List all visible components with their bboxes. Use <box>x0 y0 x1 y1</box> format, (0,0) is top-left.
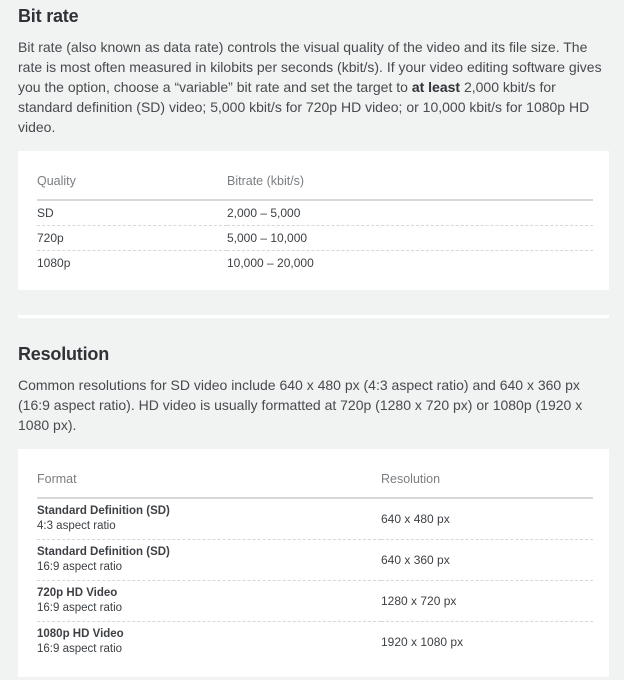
format-cell <box>37 621 381 662</box>
format-aspect: 4:3 aspect ratio <box>37 519 116 532</box>
format-aspect: 16:9 aspect ratio <box>37 560 123 573</box>
bitrate-cell: 5,000 – 10,000 <box>227 225 593 250</box>
table-row <box>37 539 593 580</box>
format-name: Standard Definition (SD) <box>37 504 170 517</box>
resolution-table <box>37 469 593 662</box>
resolution-description <box>18 375 609 435</box>
format-aspect: 16:9 aspect ratio <box>37 601 123 614</box>
bitrate-emphasis: at least <box>411 79 461 95</box>
format-name: 1080p HD Video <box>37 627 124 640</box>
table-header-row <box>37 172 593 200</box>
table-row <box>37 225 593 250</box>
resolution-cell: 640 x 480 px <box>381 498 593 539</box>
resolution-cell: 1280 x 720 px <box>381 580 593 621</box>
bitrate-table-card <box>18 151 609 290</box>
format-cell <box>37 539 381 580</box>
table-row <box>37 580 593 621</box>
table-row <box>37 250 593 275</box>
bitrate-cell: 10,000 – 20,000 <box>227 255 314 270</box>
format-name: 720p HD Video <box>37 586 118 599</box>
table-row <box>37 498 593 539</box>
format-name: Standard Definition (SD) <box>37 545 170 558</box>
column-header-format: Format <box>37 469 381 498</box>
bitrate-cell: 2,000 – 5,000 <box>227 200 593 225</box>
table-row <box>37 621 593 662</box>
table-row <box>37 200 593 225</box>
column-header-bitrate: Bitrate (kbit/s) <box>227 172 593 200</box>
column-header-quality: Quality <box>37 172 227 200</box>
bitrate-paragraph: Bit rate (also known as data rate) controls the visual quality of the video and its file size. The rate is most often measured in kilobits per seconds (kbit/s). If your video editing software gives you the option, choose a “variable” bit rate and set the target to at least 2,000 kbit/s for standard definition (SD) video; 5,000 kbit/s for 720p HD video; or 10,000 kbit/s for 1080p HD video. <box>18 39 602 135</box>
table-header-row <box>37 469 593 498</box>
bitrate-table <box>37 172 593 275</box>
bitrate-description <box>18 37 609 137</box>
quality-cell: 720p <box>37 225 227 250</box>
section-divider <box>18 315 609 318</box>
bitrate-section <box>18 6 609 27</box>
quality-cell: SD <box>37 200 227 225</box>
format-aspect: 16:9 aspect ratio <box>37 642 123 655</box>
format-cell <box>37 580 381 621</box>
resolution-heading: Resolution <box>18 344 109 364</box>
resolution-paragraph: Common resolutions for SD video include 640 x 480 px (4:3 aspect ratio) and 640 x 360 px (16:9 aspect ratio). HD video is usually formatted at 720p (1280 x 720 px) or 1080p (1920 x 1080 px). <box>18 377 583 433</box>
bitrate-heading: Bit rate <box>18 6 79 26</box>
resolution-table-card <box>18 449 609 677</box>
quality-cell: 1080p <box>37 255 71 270</box>
column-header-resolution: Resolution <box>381 469 593 498</box>
resolution-cell: 640 x 360 px <box>381 539 593 580</box>
resolution-cell: 1920 x 1080 px <box>381 634 464 649</box>
format-cell <box>37 498 381 539</box>
resolution-section <box>18 344 609 365</box>
